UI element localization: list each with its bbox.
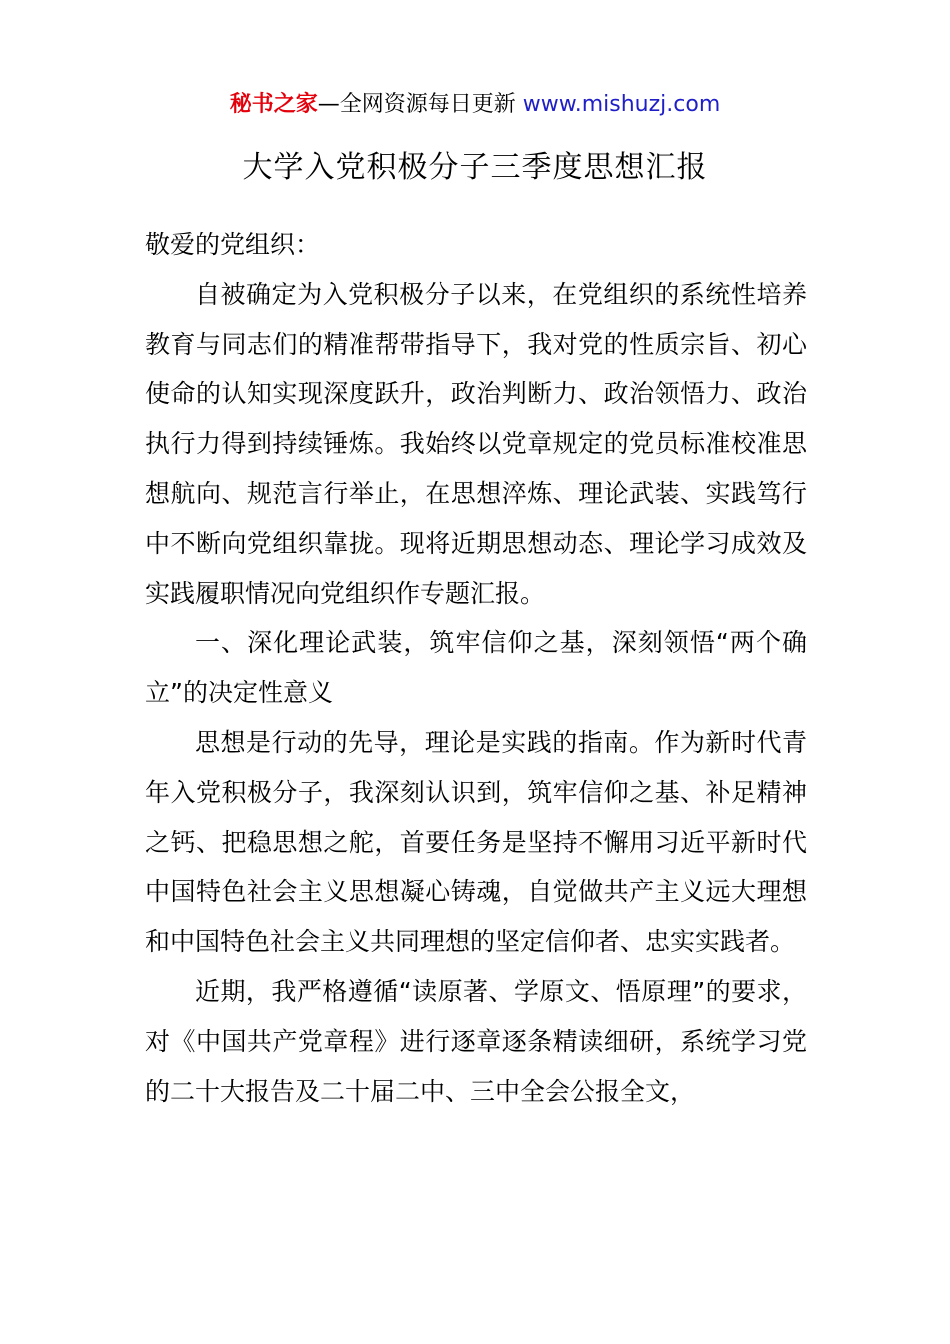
- section-heading-1: 一、深化理论武装，筑牢信仰之基，深刻领悟“两个确立”的决定性意义: [145, 628, 807, 708]
- banner-brand: 秘书之家: [229, 92, 318, 117]
- paragraph-study: 近期，我严格遵循“读原著、学原文、悟原理”的要求，对《中国共产党章程》进行逐章逐条精读细研，系统学习党的二十大报告及二十届二中、三中全会公报全文，: [145, 976, 807, 1106]
- document-body: [145, 220, 807, 1116]
- paragraph-intro: 自被确定为入党积极分子以来，在党组织的系统性培养教育与同志们的精准帮带指导下，我对党的性质宗旨、初心使命的认知实现深度跃升，政治判断力、政治领悟力、政治执行力得到持续锤炼。我始终以党章规定的党员标准校准思想航向、规范言行举止，在思想淬炼、理论武装、实践笃行中不断向党组织靠拢。现将近期思想动态、理论学习成效及实践履职情况向党组织作专题汇报。: [145, 279, 807, 608]
- site-banner: [0, 88, 950, 122]
- banner-tagline: —全网资源每日更新: [317, 92, 523, 117]
- salutation: 敬爱的党组织：: [145, 230, 321, 259]
- paragraph-theory: 思想是行动的先导，理论是实践的指南。作为新时代青年入党积极分子，我深刻认识到，筑牢信仰之基、补足精神之钙、把稳思想之舵，首要任务是坚持不懈用习近平新时代中国特色社会主义思想凝心铸魂，自觉做共产主义远大理想和中国特色社会主义共同理想的坚定信仰者、忠实实践者。: [145, 727, 807, 957]
- banner-url-link[interactable]: www.mishuzj.com: [522, 92, 721, 117]
- document-title: 大学入党积极分子三季度思想汇报: [242, 150, 708, 185]
